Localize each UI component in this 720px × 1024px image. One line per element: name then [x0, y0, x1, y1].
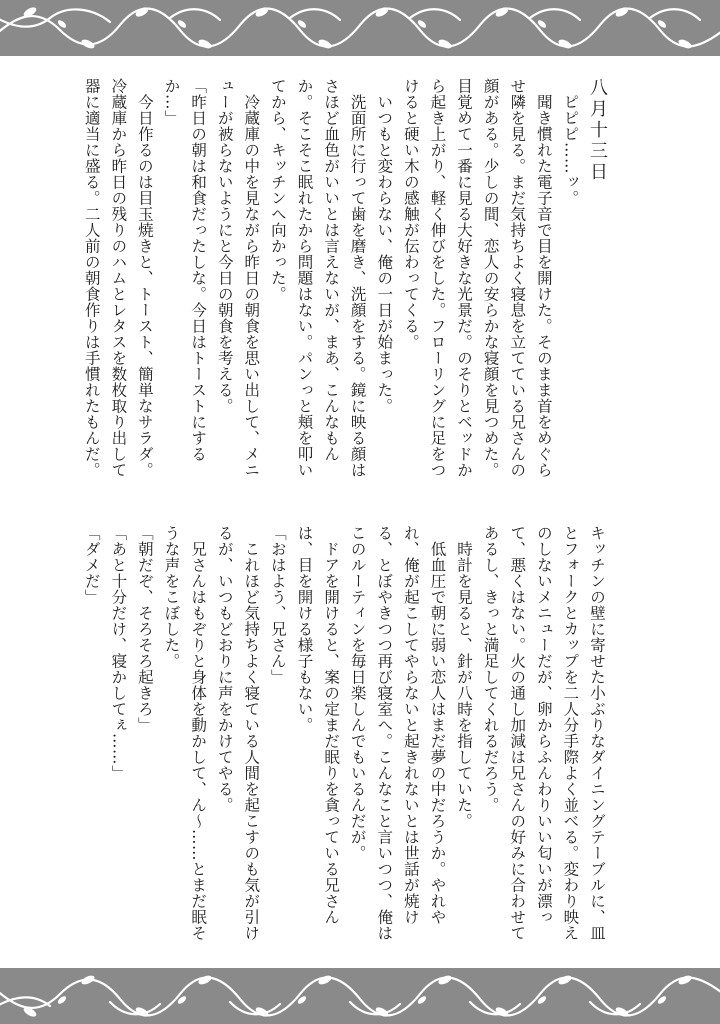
- upper-text-column: [24, 78, 610, 490]
- dialogue-line: 「昨日の朝は和食だったしな。今日はトーストにするか…」: [162, 78, 208, 462]
- decorative-vine-band-top: [0, 0, 720, 56]
- paragraph: 今日作るのは目玉焼きと、トースト、簡単なサラダ。冷蔵庫から昨日の残りのハムとレタスを数枚取り出して器に適当に盛る。二人前の朝食作りは手慣れたもんだ。: [82, 78, 154, 478]
- dialogue-line: 「あと十分だけ、寝かしてぇ……」: [109, 525, 128, 781]
- dialogue-line: 「おはよう、兄さん」: [268, 525, 287, 685]
- vine-ornament: [0, 968, 720, 1024]
- dialogue-line: 「ダメだ」: [82, 525, 101, 605]
- paragraph: 洗面所に行って歯を磨き、洗顔をする。鏡に映る顔はさほど血色がいいとは言えないが、まあ、こんなもんか。そこそこ眠れたから問題はない。パンっと頬を叩いてから、キッチンへ向かった。: [268, 78, 367, 478]
- paragraph: ピピピ……ッ。: [561, 78, 580, 206]
- paragraph: 低血圧で朝に弱い恋人はまだ夢の中だろうか。やれやれ、俺が起こしてやらないと起きれないとは世話が焼ける、とぼやきつつ再び寝室へ。こんなこと言いつつ、俺はこのルーティンを毎日楽しんでもいるんだが。: [348, 525, 447, 941]
- chapter-heading: 八月十三日: [587, 78, 608, 183]
- paragraph: キッチンの壁に寄せた小ぶりなダイニングテーブルに、皿とフォークとカップを二人分手際よく並べる。変わり映えのしないメニューだが、卵からふんわりいい匂いが漂って、悪くはない。火の通し加減は兄さんの好みに合わせてあるし、きっと満足してくれるだろう。: [481, 525, 606, 941]
- paragraph: 兄さんはもぞりと身体を動かして、ん〜……とまだ眠そうな声をこぼした。: [162, 525, 208, 941]
- dialogue-line: 「朝だぞ、そろそろ起きろ」: [135, 525, 154, 733]
- paragraph: いつもと変わらない、俺の一日が始まった。: [375, 78, 394, 414]
- paragraph: これほど気持ちよく寝ている人間を起こすのも気が引けるが、いつもどおりに声をかけてやる。: [215, 525, 261, 941]
- paragraph: 冷蔵庫の中を見ながら昨日の朝食を思い出して、メニューが被らないようにと今日の朝食を考える。: [215, 78, 261, 478]
- decorative-vine-band-bottom: [0, 968, 720, 1024]
- paragraph: 聞き慣れた電子音で目を開けた。そのまま首をめぐらせ隣を見る。まだ気持ちよく寝息を立てている兄さんの顔がある。少しの間、恋人の安らかな寝顔を見つめた。目覚めて一番に見る大好きな光景だ。のそりとベッドから起き上がり、軽く伸びをした。フローリングに足をつけると硬い木の感触が伝わってくる。: [401, 78, 553, 478]
- paragraph: 時計を見ると、針が八時を指していた。: [455, 525, 474, 829]
- lower-text-column: [24, 525, 610, 945]
- paragraph: ドアを開けると、案の定まだ眠りを貪っている兄さんは、目を開ける様子もない。: [295, 525, 341, 925]
- vine-ornament: [0, 0, 720, 56]
